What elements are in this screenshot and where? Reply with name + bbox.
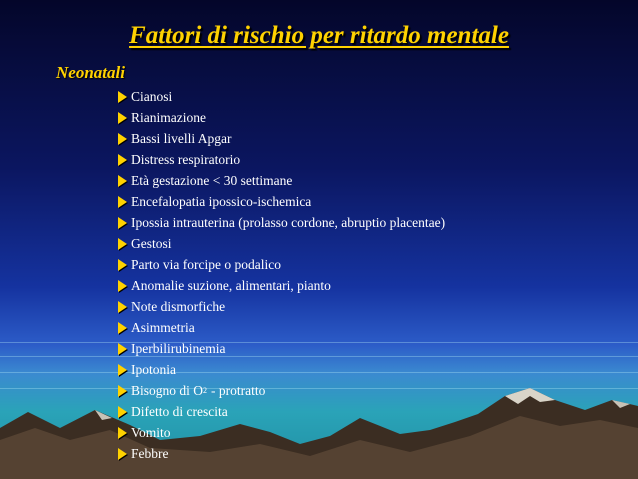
- bullet-text: Anomalie suzione, alimentari, pianto: [131, 278, 331, 293]
- arrow-right-icon: [118, 301, 127, 313]
- arrow-right-icon: [118, 112, 127, 124]
- bullet-item: [118, 359, 445, 380]
- bullet-text: Bisogno di O: [131, 383, 204, 398]
- bullet-text-suffix: - protratto: [211, 383, 266, 398]
- arrow-right-icon: [118, 385, 127, 397]
- arrow-right-icon: [118, 427, 127, 439]
- arrow-right-icon: [118, 259, 127, 271]
- bullet-item: [118, 443, 445, 464]
- bullet-text: Encefalopatia ipossico-ischemica: [131, 194, 312, 209]
- bullet-text: Rianimazione: [131, 110, 206, 125]
- bullet-text: Note dismorfiche: [131, 299, 226, 314]
- bullet-text: Cianosi: [131, 89, 173, 104]
- arrow-right-icon: [118, 196, 127, 208]
- bullet-item: [118, 212, 445, 233]
- bullet-text: Parto via forcipe o podalico: [131, 257, 281, 272]
- bullet-item: [118, 128, 445, 149]
- bullet-text: Età gestazione < 30 settimane: [131, 173, 293, 188]
- bullet-text: Gestosi: [131, 236, 172, 251]
- bullet-text: Bassi livelli Apgar: [131, 131, 232, 146]
- arrow-right-icon: [118, 91, 127, 103]
- arrow-right-icon: [118, 448, 127, 460]
- bullet-text: Distress respiratorio: [131, 152, 241, 167]
- bullet-item: [118, 317, 445, 338]
- bullet-item: [118, 149, 445, 170]
- bullet-item: [118, 86, 445, 107]
- arrow-right-icon: [118, 343, 127, 355]
- bullet-list: [118, 86, 445, 464]
- bullet-text: Ipossia intrauterina (prolasso cordone, abruptio placentae): [131, 215, 446, 230]
- arrow-right-icon: [118, 175, 127, 187]
- oxygen-subscript: 2: [203, 386, 208, 395]
- bullet-text: Vomito: [131, 425, 171, 440]
- arrow-right-icon: [118, 280, 127, 292]
- bullet-item: [118, 422, 445, 443]
- bullet-item: [118, 107, 445, 128]
- bullet-item: [118, 401, 445, 422]
- bullet-item: [118, 254, 445, 275]
- bullet-text: Iperbilirubinemia: [131, 341, 226, 356]
- arrow-right-icon: [118, 217, 127, 229]
- arrow-right-icon: [118, 154, 127, 166]
- slide-title: Fattori di rischio per ritardo mentale: [129, 22, 509, 49]
- arrow-right-icon: [118, 238, 127, 250]
- arrow-right-icon: [118, 133, 127, 145]
- bullet-item: [118, 233, 445, 254]
- bullet-item: [118, 170, 445, 191]
- bullet-text: Ipotonia: [131, 362, 176, 377]
- bullet-text: Asimmetria: [131, 320, 195, 335]
- bullet-text: Difetto di crescita: [131, 404, 228, 419]
- arrow-right-icon: [118, 322, 127, 334]
- bullet-item: [118, 380, 445, 401]
- arrow-right-icon: [118, 406, 127, 418]
- arrow-right-icon: [118, 364, 127, 376]
- bullet-item: [118, 275, 445, 296]
- bullet-item: [118, 338, 445, 359]
- section-heading: Neonatali: [56, 63, 125, 82]
- bullet-item: [118, 296, 445, 317]
- bullet-item: [118, 191, 445, 212]
- bullet-text: Febbre: [131, 446, 169, 461]
